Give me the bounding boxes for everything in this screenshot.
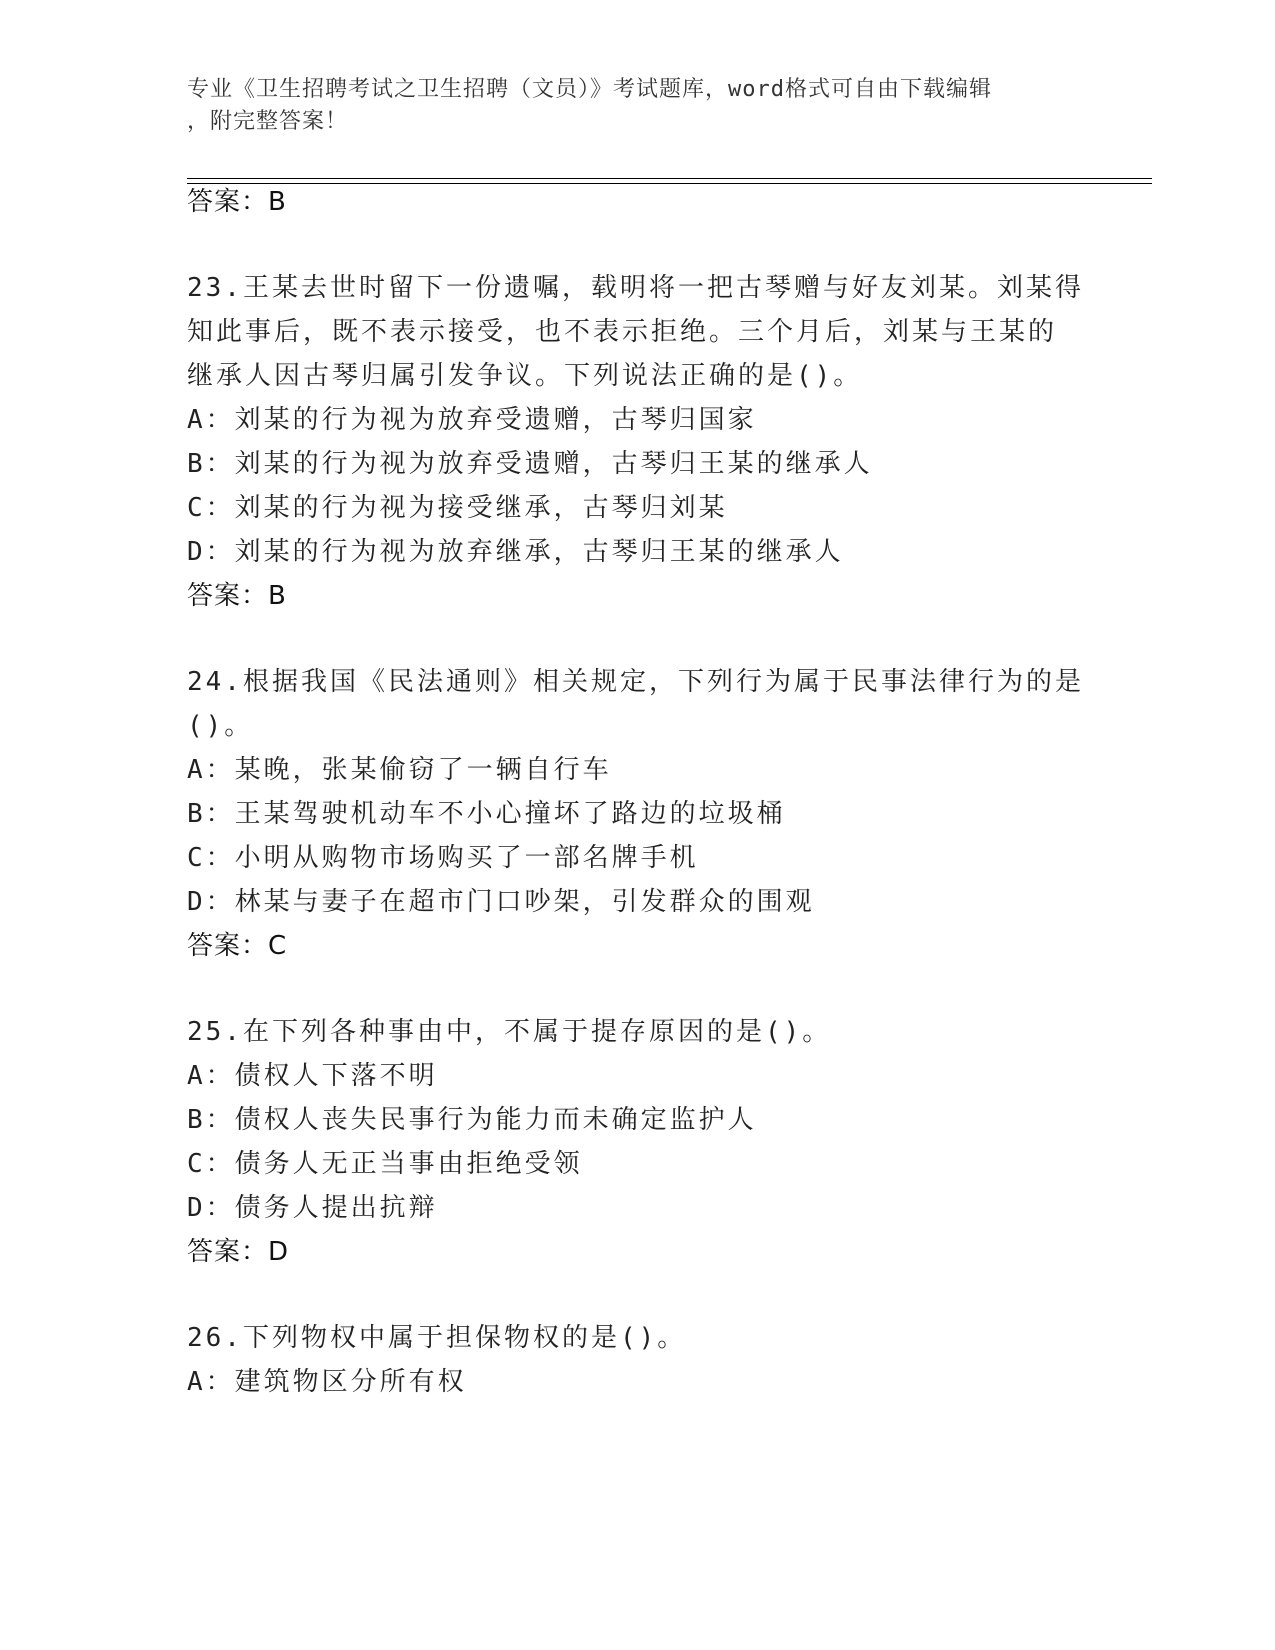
question-26-stem-line-1: 26.下列物权中属于担保物权的是()。 [187,1323,687,1353]
question-23-option-c: C：刘某的行为视为接受继承，古琴归刘某 [187,493,728,523]
header-divider-top [187,178,1152,179]
question-23-stem-line-2: 知此事后，既不表示接受，也不表示拒绝。三个月后，刘某与王某的 [187,317,1058,347]
question-25-answer: 答案：D [187,1237,290,1267]
question-23-stem-line-3: 继承人因古琴归属引发争议。下列说法正确的是()。 [187,361,863,391]
document-header [187,74,1067,138]
question-24-option-d: D：林某与妻子在超市门口吵架，引发群众的围观 [187,887,815,917]
question-23-option-d: D：刘某的行为视为放弃继承，古琴归王某的继承人 [187,537,844,567]
question-24-option-c: C：小明从购物市场购买了一部名牌手机 [187,843,699,873]
question-25-option-d: D：债务人提出抗辩 [187,1193,438,1223]
question-23-option-b: B：刘某的行为视为放弃受遗赠，古琴归王某的继承人 [187,449,873,479]
question-25-option-c: C：债务人无正当事由拒绝受领 [187,1149,583,1179]
question-24-answer: 答案：C [187,931,288,961]
question-24-option-a: A：某晚，张某偷窃了一辆自行车 [187,755,612,785]
question-24-stem-line-2: ()。 [187,711,254,741]
answer-label: 答案：B [187,187,287,217]
question-24-option-b: B：王某驾驶机动车不小心撞坏了路边的垃圾桶 [187,799,786,829]
header-line-2: ，附完整答案！ [187,109,349,134]
question-23-answer: 答案：B [187,581,287,611]
question-24-stem-line-1: 24.根据我国《民法通则》相关规定，下列行为属于民事法律行为的是 [187,667,1084,697]
question-25-option-a: A：债权人下落不明 [187,1061,438,1091]
question-26-option-a: A：建筑物区分所有权 [187,1367,467,1397]
header-line-1: 专业《卫生招聘考试之卫生招聘（文员）》考试题库，word格式可自由下载编辑 [187,77,992,102]
question-25-stem-line-1: 25.在下列各种事由中，不属于提存原因的是()。 [187,1017,832,1047]
header-divider-bottom [187,183,1152,184]
question-23-option-a: A：刘某的行为视为放弃受遗赠，古琴归国家 [187,405,757,435]
question-25-option-b: B：债权人丧失民事行为能力而未确定监护人 [187,1105,757,1135]
question-23-stem-line-1: 23.王某去世时留下一份遗嘱，载明将一把古琴赠与好友刘某。刘某得 [187,273,1084,303]
